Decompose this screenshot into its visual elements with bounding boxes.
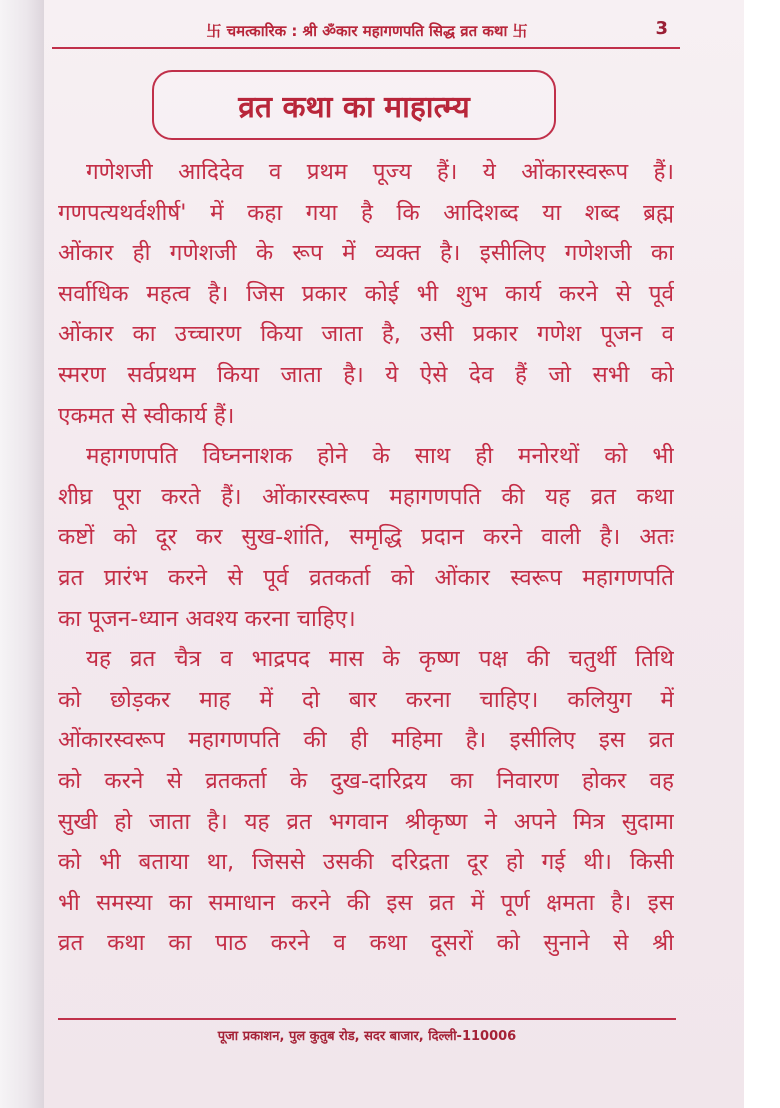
paragraph-line: गणपत्यथर्वशीर्ष' में कहा गया है कि आदिशब्द या शब्द ब्रह्म [58,199,674,226]
page-number: 3 [655,18,668,39]
paragraph-line: महागणपति विघ्ननाशक होने के साथ ही मनोरथों को भी [86,443,674,470]
publisher-footer: पूजा प्रकाशन, पुल कुतुब रोड, सदर बाजार, दिल्ली-110006 [217,1029,517,1044]
paragraph-line: व्रत प्रारंभ करने से पूर्व व्रतकर्ता को ओंकार स्वरूप महागणपति [58,564,674,591]
book-binding-shadow [0,0,48,1108]
right-margin [744,0,780,1108]
paragraph-line: गणेशजी आदिदेव व प्रथम पूज्य हैं। ये ओंकारस्वरूप हैं। [86,159,674,185]
paragraph-line: भी समस्या का समाधान करने की इस व्रत में पूर्ण क्षमता है। इस [58,889,674,916]
running-title: 卐 चमत्कारिक : श्री ॐकार महागणपति सिद्ध व्रत कथा 卐 [206,22,528,40]
paragraph-line: एकमत से स्वीकार्य हैं। [58,402,235,429]
paragraph-line: व्रत कथा का पाठ करने व कथा दूसरों को सुनाने से श्री [58,930,674,957]
page-header [52,14,692,44]
paragraph-line: शीघ्र पूरा करते हैं। ओंकारस्वरूप महागणपति की यह व्रत कथा [58,483,674,510]
footer-rule [58,1018,676,1020]
paragraph-line: को छोड़कर माह में दो बार करना चाहिए। कलियुग में [58,686,674,713]
paragraph-line: कष्टों को दूर कर सुख-शांति, समृद्धि प्रदान करने वाली है। अतः [58,524,674,551]
chapter-title: व्रत कथा का माहात्म्य [238,89,470,125]
body-text [58,152,674,964]
paragraph-line: ओंकारस्वरूप महागणपति की ही महिमा है। इसीलिए इस व्रत [58,727,674,754]
paragraph-line: स्मरण सर्वप्रथम किया जाता है। ये ऐसे देव हैं जो सभी को [58,361,674,388]
paragraph-line: ओंकार ही गणेशजी के रूप में व्यक्त है। इसीलिए गणेशजी का [58,240,674,267]
chapter-title-box [152,70,556,140]
paragraph-line: ओंकार का उच्चारण किया जाता है, उसी प्रकार गणेश पूजन व [58,321,674,348]
paragraph-line: सर्वाधिक महत्व है। जिस प्रकार कोई भी शुभ कार्य करने से पूर्व [58,280,674,307]
header-rule [52,47,680,49]
paragraph-line: का पूजन-ध्यान अवश्य करना चाहिए। [58,605,356,632]
paragraph-line: को भी बताया था, जिससे उसकी दरिद्रता दूर हो गई थी। किसी [58,849,674,876]
paragraph-line: सुखी हो जाता है। यह व्रत भगवान श्रीकृष्ण ने अपने मित्र सुदामा [58,808,674,835]
paragraph-line: यह व्रत चैत्र व भाद्रपद मास के कृष्ण पक्ष की चतुर्थी तिथि [86,646,674,673]
paragraph-line: को करने से व्रतकर्ता के दुख-दारिद्रय का निवारण होकर वह [58,767,674,794]
